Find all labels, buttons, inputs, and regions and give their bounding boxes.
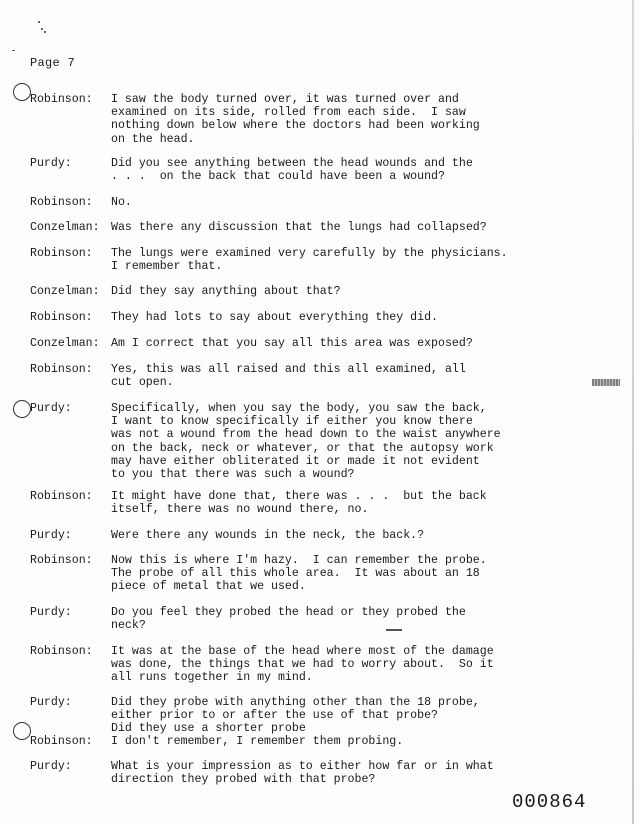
speech-text <box>111 696 611 736</box>
speech-line: Did they use a shorter probe <box>111 722 306 736</box>
scan-speck <box>41 28 43 30</box>
speech-line: all runs together in my mind. <box>111 671 313 685</box>
speech-line: Yes, this was all raised and this all examined, all <box>111 363 466 376</box>
speaker-label: Purdy: <box>30 606 72 619</box>
speech-text <box>111 196 611 209</box>
speaker-label: Robinson: <box>30 311 93 324</box>
scan-speck <box>12 50 15 51</box>
speech-line: Did you see anything between the head wounds and the <box>111 157 473 170</box>
speech-line: on the head. <box>111 132 195 146</box>
speaker-label: Robinson: <box>30 735 93 748</box>
speech-line: I want to know specifically if either you know there <box>111 415 473 429</box>
speech-text <box>111 490 611 516</box>
speaker-label: Purdy: <box>30 157 72 170</box>
speech-line: Now this is where I'm hazy. I can remember the probe. <box>111 554 487 567</box>
speaker-label: Robinson: <box>30 554 93 567</box>
punch-hole-mark <box>13 83 31 101</box>
speaker-label: Purdy: <box>30 696 72 709</box>
speech-line: itself, there was no wound there, no. <box>111 503 369 517</box>
page-edge-shadow <box>632 0 634 824</box>
speech-line: may have either obliterated it or made it not evident <box>111 454 480 468</box>
speech-text <box>111 337 611 350</box>
punch-hole-mark <box>13 722 31 740</box>
speech-text <box>111 311 611 324</box>
speech-line: I saw the body turned over, it was turned over and <box>111 93 459 106</box>
speech-text <box>111 221 611 234</box>
speech-line: was not a wound from the head down to the waist anywhere <box>111 428 501 442</box>
speech-line: No. <box>111 196 132 209</box>
speech-line: Specifically, when you say the body, you saw the back, <box>111 402 487 415</box>
speech-line: to you that there was such a wound? <box>111 468 355 482</box>
speaker-label: Purdy: <box>30 760 72 773</box>
speech-line: cut open. <box>111 376 174 390</box>
page-number-label: Page 7 <box>30 56 76 70</box>
speech-line: Am I correct that you say all this area was exposed? <box>111 337 473 350</box>
speaker-label: Robinson: <box>30 247 93 260</box>
speech-line: . . . on the back that could have been a wound? <box>111 170 445 184</box>
speech-text <box>111 93 611 146</box>
speaker-label: Robinson: <box>30 490 93 503</box>
speech-line: The lungs were examined very carefully by the physicians. <box>111 247 508 260</box>
speaker-label: Robinson: <box>30 645 93 658</box>
speech-text <box>111 402 611 481</box>
speaker-label: Conzelman: <box>30 221 100 234</box>
speech-line: examined on its side, rolled from each side. I saw <box>111 106 466 120</box>
speaker-label: Robinson: <box>30 196 93 209</box>
speech-line: They had lots to say about everything they did. <box>111 311 438 324</box>
speech-line: Were there any wounds in the neck, the back.? <box>111 529 425 542</box>
speech-line: either prior to or after the use of that probe? <box>111 709 438 723</box>
speech-text <box>111 606 611 632</box>
document-number: 000864 <box>512 791 587 813</box>
speech-line: It might have done that, there was . . . but the back <box>111 490 487 503</box>
speaker-label: Conzelman: <box>30 337 100 350</box>
speech-line: direction they probed with that probe? <box>111 773 376 787</box>
punch-hole-mark <box>13 400 31 418</box>
speech-text <box>111 247 611 273</box>
speech-line: on the back, neck or whatever, or that the autopsy work <box>111 441 494 455</box>
speech-line: neck? <box>111 619 146 633</box>
speaker-label: Purdy: <box>30 402 72 415</box>
speech-line: nothing down below where the doctors had been working <box>111 119 480 133</box>
scan-speck <box>38 21 40 23</box>
speech-line: Did they probe with anything other than the 18 probe, <box>111 696 480 709</box>
speech-line: Did they say anything about that? <box>111 285 341 298</box>
speech-text <box>111 645 611 685</box>
scan-speck <box>44 31 46 33</box>
speech-text <box>111 760 611 786</box>
speaker-label: Purdy: <box>30 529 72 542</box>
speaker-label: Robinson: <box>30 93 93 106</box>
speaker-label: Conzelman: <box>30 285 100 298</box>
speech-line: It was at the base of the head where most of the damage <box>111 645 494 658</box>
speech-text <box>111 363 611 389</box>
speech-line: I remember that. <box>111 260 223 274</box>
speaker-label: Robinson: <box>30 363 93 376</box>
speech-line: piece of metal that we used. <box>111 580 306 594</box>
speech-text <box>111 285 611 298</box>
speech-line: The probe of all this whole area. It was about an 18 <box>111 567 480 581</box>
speech-line: was done, the things that we had to worry about. So it <box>111 658 494 672</box>
speech-line: Do you feel they probed the head or they probed the <box>111 606 466 619</box>
speech-text <box>111 157 611 183</box>
speech-text <box>111 735 611 748</box>
speech-text <box>111 554 611 594</box>
speech-line: I don't remember, I remember them probing. <box>111 735 404 748</box>
speech-line: What is your impression as to either how far or in what <box>111 760 494 773</box>
speech-text <box>111 529 611 542</box>
speech-line: Was there any discussion that the lungs had collapsed? <box>111 221 487 234</box>
